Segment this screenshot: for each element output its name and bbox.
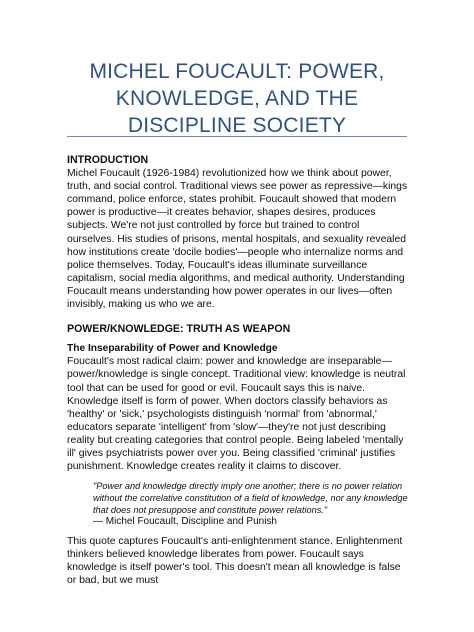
- title-divider: [67, 136, 407, 137]
- document-body: [67, 154, 409, 588]
- after-quote-paragraph: This quote captures Foucault's anti-enlightenment stance. Enlightenment thinkers believed knowledge liberates from power. Foucault says knowledge is itself power's tool. This doesn't mean all knowledge is false or bad, but we must: [67, 536, 403, 587]
- document-title: MICHEL FOUCAULT: POWER, KNOWLEDGE, AND THE DISCIPLINE SOCIETY: [89, 60, 385, 137]
- section-heading-introduction: INTRODUCTION: [67, 154, 149, 166]
- introduction-paragraph: Michel Foucault (1926-1984) revolutionized how we think about power, truth, and social control. Traditional views see power as repressive—kings command, police enforce, states prohibit. Foucault showed that modern power is productive—it creates behavior, shapes desires, produces subjects. We're not just controlled by force but trained to control ourselves. His studies of prisons, mental hospitals, and sexuality revealed how institutions create 'docile bodies'—people who internalize norms and police themselves. Today, Foucault's ideas illuminate surveillance capitalism, social media algorithms, and medical authority. Understanding Foucault means understanding how power operates in our lives—often invisibly, making us who we are.: [67, 168, 408, 311]
- power-knowledge-paragraph: Foucault's most radical claim: power and knowledge are inseparable—power/knowledge is single concept. Traditional view: knowledge is neutral tool that can be used for good or evil. Foucault says this is naive. Knowledge itself is form of power. When doctors classify behaviors as 'healthy' or 'sick,' psychologists distinguish 'normal' from 'abnormal,' educators separate 'intelligent' from 'slow'—they're not just describing reality but creating categories that control people. Being labeled 'mentally ill' gives psychiatrists power over you. Being classified 'criminal' justifies punishment. Knowledge creates reality it claims to discover.: [67, 356, 406, 473]
- quote-attribution: — Michel Foucault, Discipline and Punish: [93, 516, 277, 528]
- subheading-inseparability: The Inseparability of Power and Knowledge: [67, 343, 278, 355]
- block-quote: [93, 480, 409, 528]
- quote-text: "Power and knowledge directly imply one another; there is no power relation without the correlative constitution of a field of knowledge, nor any knowledge that does not presuppose and constitute power relations.": [93, 481, 408, 516]
- section-heading-power-knowledge: POWER/KNOWLEDGE: TRUTH AS WEAPON: [67, 323, 291, 336]
